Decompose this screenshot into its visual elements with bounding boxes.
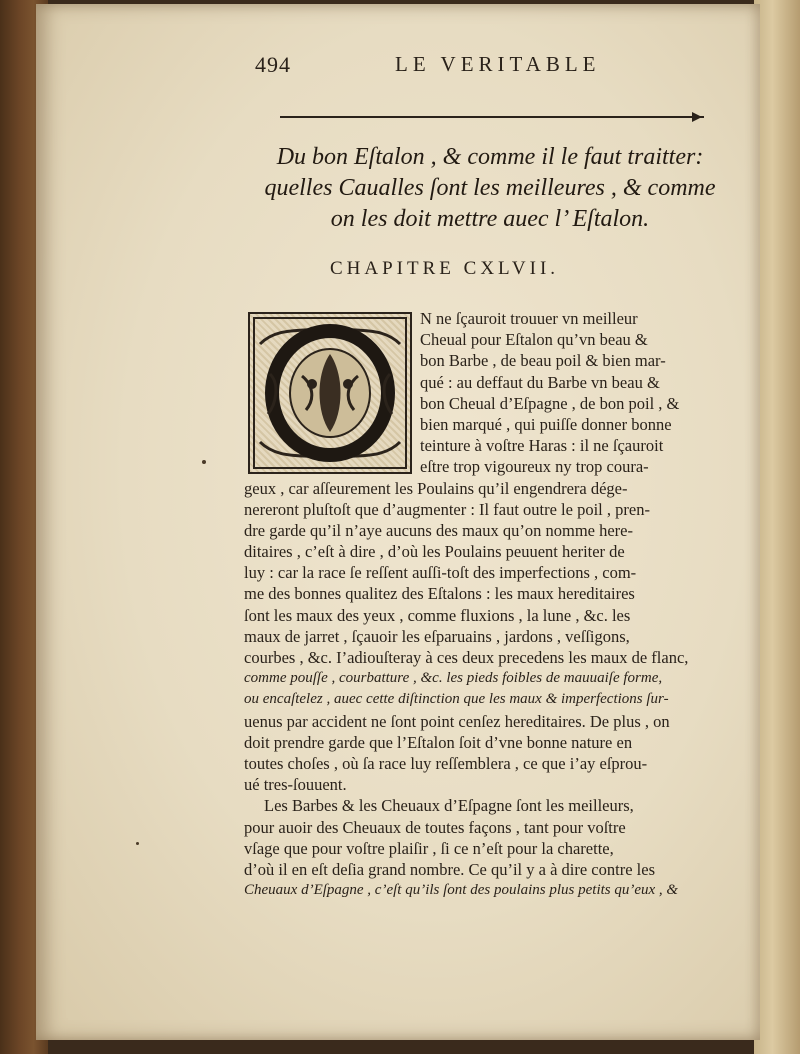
text-line-italic: ou encaſtelez , auec cette diſtinction que les maux & imperfections ſur- [244, 691, 669, 708]
text-line: bien marqué , qui puiſſe donner bonne [420, 414, 672, 434]
book-edge-right [754, 0, 800, 1054]
text-line: teinture à voſtre Haras : il ne ſçauroit [420, 436, 664, 456]
text-line: maux de jarret , ſçauoir les eſparuains , jardons , veſſigons, [244, 626, 630, 646]
text-line: d’où il en eſt deſia grand nombre. Ce qu’il y a à dire contre les [244, 859, 655, 879]
text-line: toutes choſes , où ſa race luy reſſemblera , ce que i’ay eſprou- [244, 753, 648, 773]
page-number: 494 [255, 52, 291, 77]
header-rule-end [692, 112, 702, 122]
text-line-italic: Cheuaux d’Eſpagne , c’eſt qu’ils ſont des poulains plus petits qu’eux , & [244, 882, 679, 899]
text-line: nereront pluſtoſt que d’augmenter : Il faut outre le poil , pren- [244, 499, 650, 519]
text-line: eſtre trop vigoureux ny trop coura- [420, 457, 649, 477]
text-line: geux , car aſſeurement les Poulains qu’il engendrera dége- [244, 478, 628, 498]
text-line: pour auoir des Cheuaux de toutes façons , tant pour voſtre [244, 817, 626, 837]
section-title-line: Du bon Eſtalon , & comme il le faut traitter: [276, 144, 704, 170]
text-line: uenus par accident ne ſont point cenſez hereditaires. De plus , on [244, 711, 670, 731]
header-rule [280, 116, 704, 118]
text-line: ſont les maux des yeux , comme fluxions , la lune , &c. les [244, 605, 631, 625]
text-line: dre garde qu’il n’aye aucuns des maux qu’on nomme here- [244, 520, 633, 540]
ink-speck [202, 460, 206, 464]
text-line: doit prendre garde que l’Eſtalon ſoit d’vne bonne nature en [244, 732, 633, 752]
text-line: me des bonnes qualitez des Eſtalons : les maux hereditaires [244, 584, 635, 604]
text-line: N ne ſçauroit trouuer vn meilleur [420, 309, 638, 328]
text-line-paragraph-start: Les Barbes & les Cheuaux d’Eſpagne ſont les meilleurs, [264, 796, 634, 816]
text-line: bon Cheual d’Eſpagne , de bon poil , & [420, 393, 680, 413]
text-line: qué : au deffaut du Barbe vn beau & [420, 372, 660, 392]
text-line: luy : car la race ſe reſſent auſſi-toſt des imperfections , com- [244, 563, 637, 583]
section-title-line: quelles Caualles ſont les meilleures , & comme [264, 175, 716, 201]
section-title-line: on les doit mettre auec l’ Eſtalon. [330, 206, 650, 232]
text-line: Cheual pour Eſtalon qu’vn beau & [420, 330, 648, 350]
body-text [244, 308, 720, 901]
ink-speck [136, 842, 139, 845]
text-line: ué tres-ſouuent. [244, 775, 347, 795]
text-line: courbes , &c. I’adiouſteray à ces deux precedens les maux de flanc, [244, 648, 689, 667]
text-line-italic: comme pouſſe , courbatture , &c. les pieds foibles de mauuaiſe forme, [244, 670, 663, 687]
section-title [240, 142, 740, 235]
running-head: LE VERITABLE [395, 52, 601, 76]
text-line: ditaires , c’eſt à dire , d’où les Poulains peuuent heriter de [244, 542, 625, 562]
chapter-heading: CHAPITRE CXLVII. [330, 258, 560, 279]
text-line: vſage que pour voſtre plaiſir , ſi ce n’eſt pour la charette, [244, 838, 614, 858]
text-line: bon Barbe , de beau poil & bien mar- [420, 351, 666, 371]
